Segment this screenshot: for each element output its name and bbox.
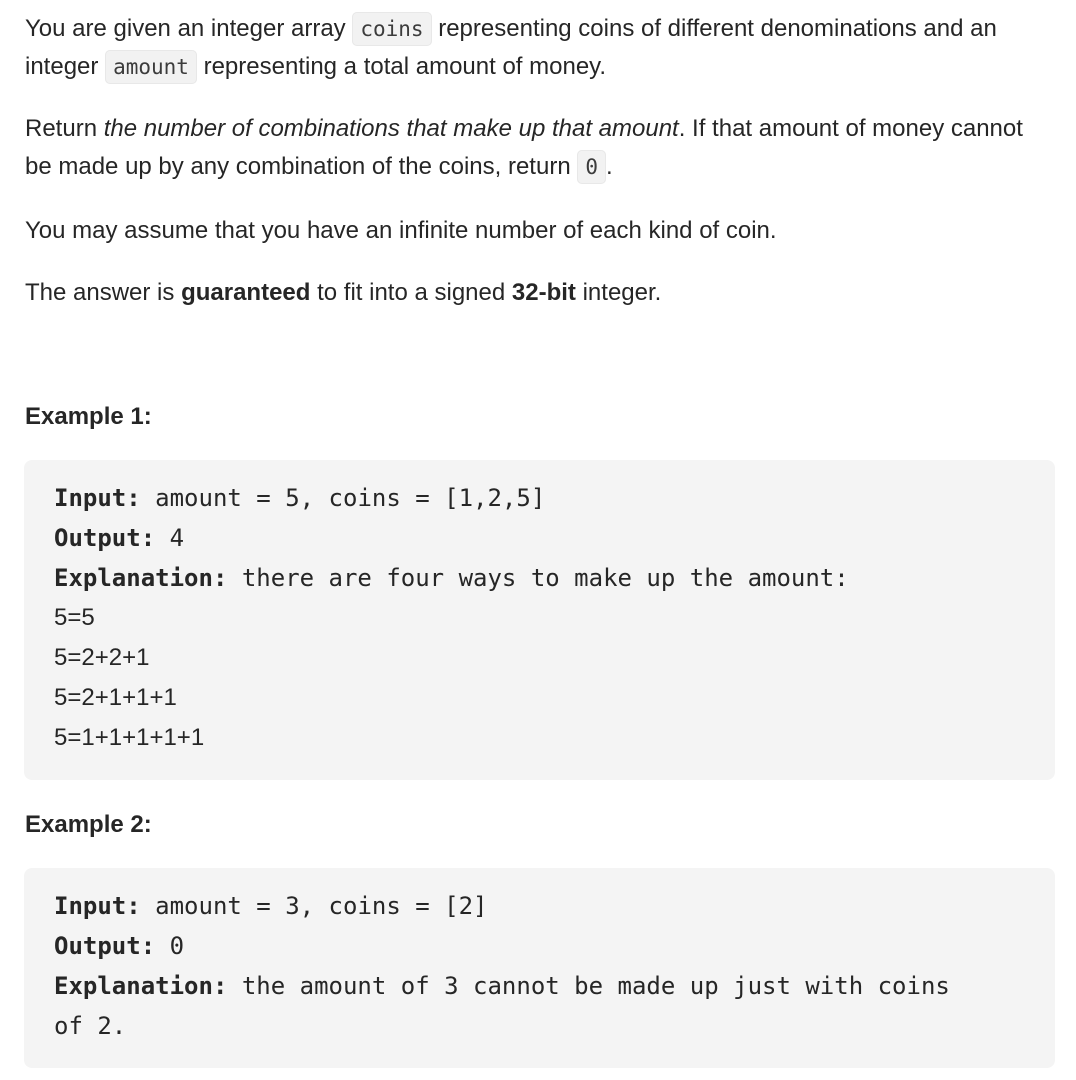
text: . bbox=[605, 153, 613, 180]
example-output-line bbox=[54, 518, 1025, 558]
text: Return bbox=[25, 115, 104, 142]
output-label: Output: bbox=[54, 524, 156, 552]
example-2-title: Example 2: bbox=[25, 811, 152, 838]
paragraph-assumption: You may assume that you have an infinite number of each kind of coin. bbox=[25, 217, 777, 244]
text: The answer is bbox=[25, 279, 182, 306]
paragraph-guarantee bbox=[25, 274, 1055, 312]
explanation-label: Explanation: bbox=[54, 564, 228, 592]
input-label: Input: bbox=[54, 484, 141, 512]
output-value: 4 bbox=[155, 524, 185, 552]
input-value: amount = 3, coins = [2] bbox=[140, 892, 488, 920]
example-2-code-block bbox=[24, 868, 1055, 1068]
explanation-text: there are four ways to make up the amount: bbox=[227, 564, 849, 592]
text: representing a total amount of money. bbox=[196, 53, 607, 80]
example-explanation-line bbox=[54, 558, 1025, 598]
combination-line: 5=5 bbox=[54, 604, 95, 631]
input-label: Input: bbox=[54, 892, 141, 920]
problem-description bbox=[25, 10, 1055, 1040]
example-input-line bbox=[54, 478, 1025, 518]
combination-line: 5=2+2+1 bbox=[54, 644, 150, 671]
paragraph-return bbox=[25, 110, 1055, 186]
inline-code-coins: coins bbox=[352, 12, 431, 46]
text: . If that amount of money cannot be made up by any combination of the coins, return bbox=[25, 115, 1023, 180]
explanation-text: the amount of 3 cannot be made up just with coins bbox=[227, 972, 950, 1000]
text: integer. bbox=[575, 279, 662, 306]
input-value: amount = 5, coins = [1,2,5] bbox=[140, 484, 546, 512]
example-explanation-continuation: of 2. bbox=[54, 1012, 127, 1040]
text: to fit into a signed bbox=[310, 279, 512, 306]
inline-code-zero: 0 bbox=[577, 150, 606, 184]
bold-text: guaranteed bbox=[181, 279, 311, 306]
inline-code-amount: amount bbox=[105, 50, 197, 84]
text: You are given an integer array bbox=[25, 15, 353, 42]
paragraph-intro bbox=[25, 10, 1055, 86]
output-value: 0 bbox=[155, 932, 185, 960]
output-label: Output: bbox=[54, 932, 156, 960]
explanation-label: Explanation: bbox=[54, 972, 228, 1000]
example-explanation-line bbox=[54, 966, 1025, 1006]
example-1-title: Example 1: bbox=[25, 403, 152, 430]
example-output-line bbox=[54, 926, 1025, 966]
text: representing coins of different denominations and an integer bbox=[25, 15, 997, 80]
example-input-line bbox=[54, 886, 1025, 926]
combination-line: 5=2+1+1+1 bbox=[54, 684, 177, 711]
bold-text: 32-bit bbox=[511, 279, 576, 306]
emphasis-text: the number of combinations that make up that amount bbox=[103, 115, 679, 142]
example-1-code-block bbox=[24, 460, 1055, 780]
combination-line: 5=1+1+1+1+1 bbox=[54, 724, 205, 751]
